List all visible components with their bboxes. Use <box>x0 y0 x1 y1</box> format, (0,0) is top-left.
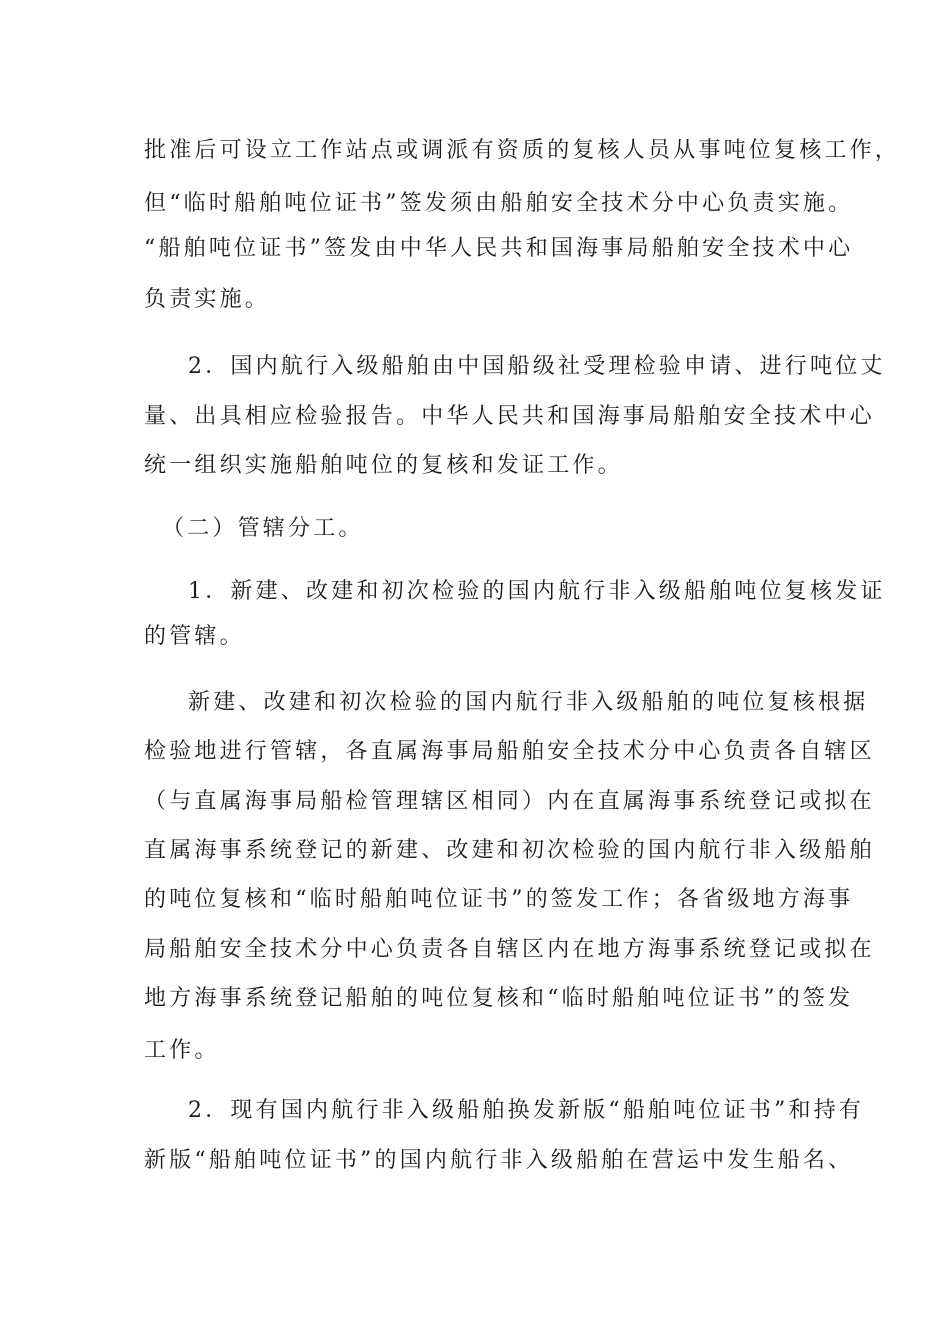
text-line: 的吨位复核和“临时船舶吨位证书”的签发工作；各省级地方海事 <box>144 887 854 912</box>
text-line: 1．新建、改建和初次检验的国内航行非入级船舶吨位复核发证 <box>188 579 886 604</box>
text-line: 局船舶安全技术分中心负责各自辖区内在地方海事系统登记或拟在 <box>144 937 875 962</box>
text-line: （与直属海事局船检管理辖区相同）内在直属海事系统登记或拟在 <box>144 789 875 814</box>
text-line: 2．国内航行入级船舶由中国船级社受理检验申请、进行吨位丈 <box>188 354 886 379</box>
text-line: 地方海事系统登记船舶的吨位复核和“临时船舶吨位证书”的签发 <box>144 986 854 1011</box>
text-line: 新建、改建和初次检验的国内航行非入级船舶的吨位复核根据 <box>188 690 869 715</box>
text-line: 但“临时船舶吨位证书”签发须由船舶安全技术分中心负责实施。 <box>144 191 854 216</box>
section-heading: （二）管辖分工。 <box>162 516 364 541</box>
text-line: 工作。 <box>144 1038 220 1063</box>
text-line: 直属海事系统登记的新建、改建和初次检验的国内航行非入级船舶 <box>144 838 875 863</box>
text-line: 的管辖。 <box>144 624 245 649</box>
text-line: 检验地进行管辖，各直属海事局船舶安全技术分中心负责各自辖区 <box>144 739 875 764</box>
text-line: 量、出具相应检验报告。中华人民共和国海事局船舶安全技术中心 <box>144 404 875 429</box>
text-line: 批准后可设立工作站点或调派有资质的复核人员从事吨位复核工作， <box>144 138 901 163</box>
text-line: 新版“船舶吨位证书”的国内航行非入级船舶在营运中发生船名、 <box>144 1148 854 1173</box>
text-line: 统一组织实施船舶吨位的复核和发证工作。 <box>144 453 623 478</box>
text-line: 2．现有国内航行非入级船舶换发新版“船舶吨位证书”和持有 <box>188 1098 865 1123</box>
text-line: “船舶吨位证书”签发由中华人民共和国海事局船舶安全技术中心 <box>144 236 854 261</box>
text-line: 负责实施。 <box>144 287 271 312</box>
